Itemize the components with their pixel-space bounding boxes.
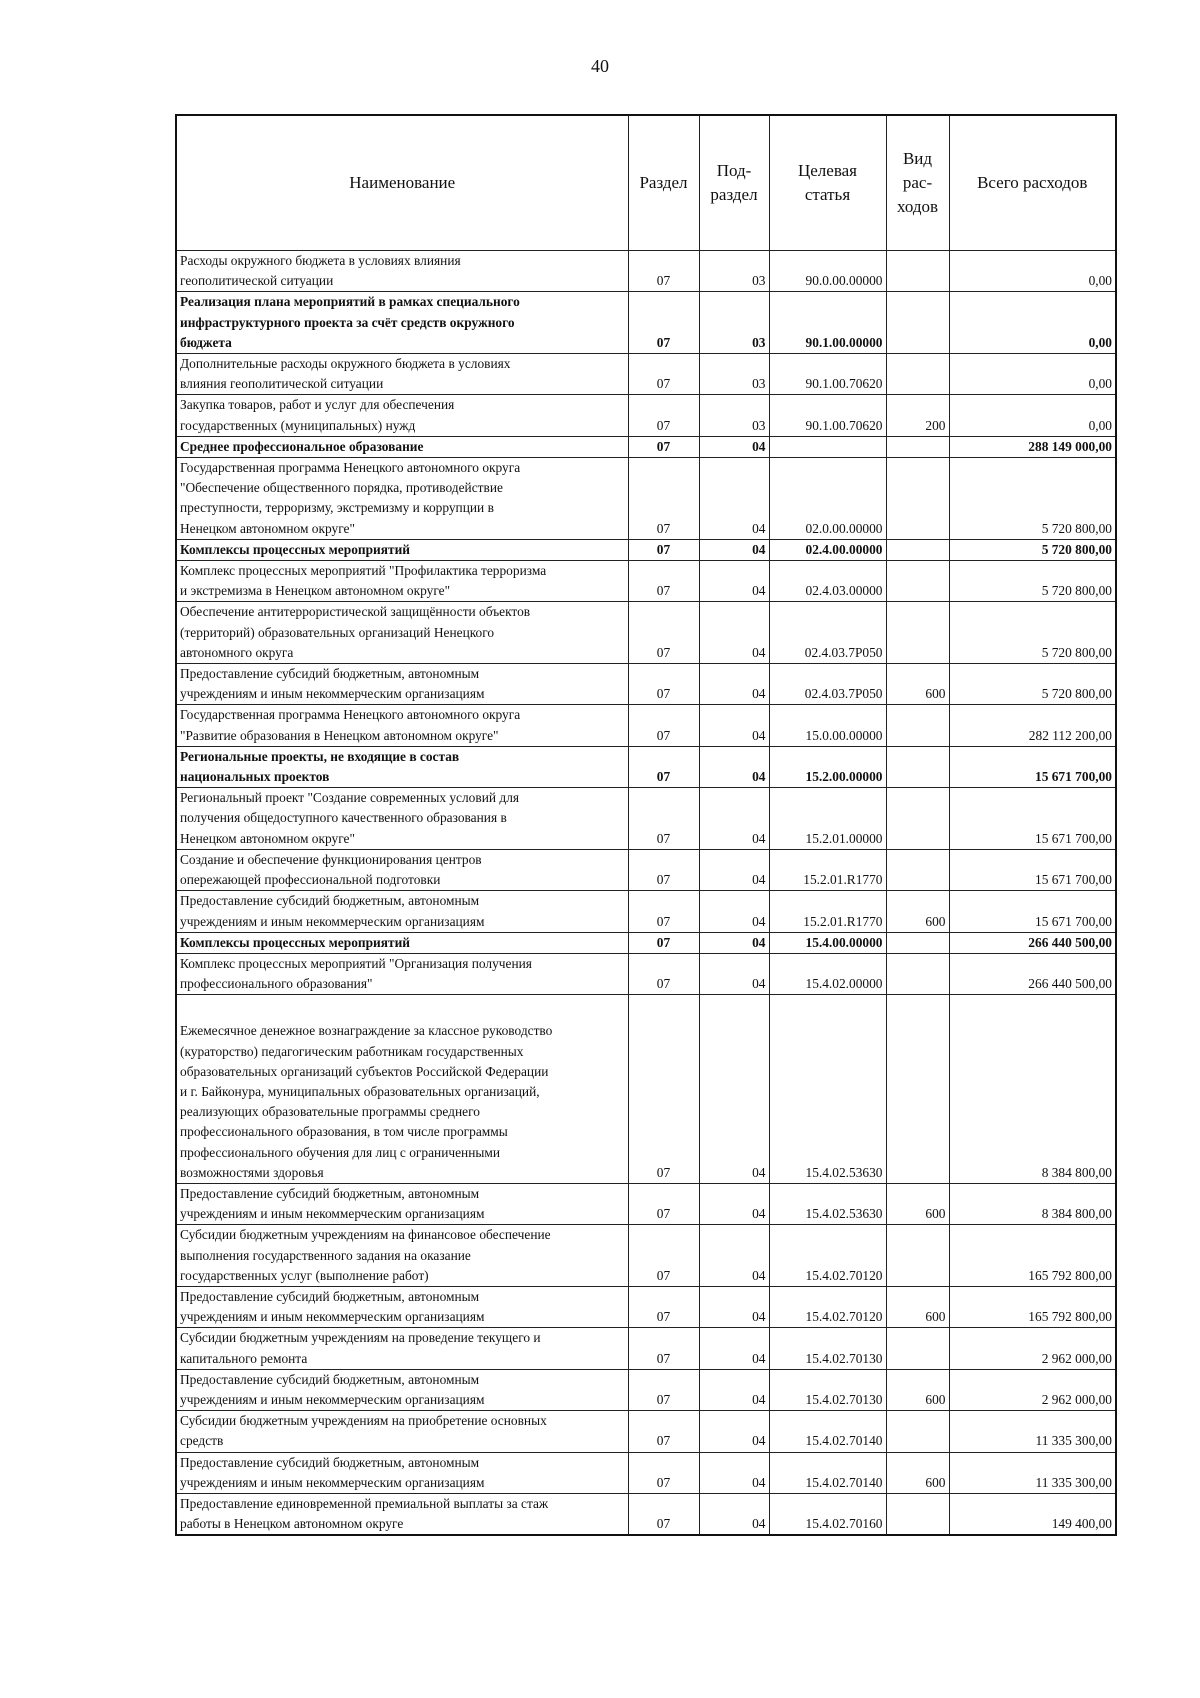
header-article: Целевая статья: [769, 115, 886, 251]
cell-article: 90.1.00.70620: [769, 354, 886, 395]
budget-table: [175, 114, 1117, 1536]
table-row: [176, 1225, 1116, 1287]
cell-name: Реализация плана мероприятий в рамках специального инфраструктурного проекта за счёт средств окружного бюджета: [176, 292, 628, 354]
cell-section: 07: [628, 932, 699, 953]
cell-article: 15.2.01.R1770: [769, 849, 886, 890]
cell-expense-kind: [886, 788, 949, 850]
cell-article: 02.0.00.00000: [769, 458, 886, 540]
cell-expense-kind: [886, 561, 949, 602]
cell-subsection: 04: [699, 664, 769, 705]
cell-subsection: 04: [699, 746, 769, 787]
cell-subsection: 04: [699, 1411, 769, 1452]
cell-article: 15.4.02.53630: [769, 995, 886, 1184]
table-row: [176, 251, 1116, 292]
cell-expense-kind: 600: [886, 1183, 949, 1224]
cell-expense-kind: 600: [886, 891, 949, 932]
cell-subsection: 04: [699, 561, 769, 602]
cell-subsection: 04: [699, 891, 769, 932]
cell-section: 07: [628, 1225, 699, 1287]
cell-section: 07: [628, 1493, 699, 1535]
cell-total: 0,00: [949, 292, 1116, 354]
cell-article: 90.0.00.00000: [769, 251, 886, 292]
cell-article: 02.4.03.7Р050: [769, 664, 886, 705]
cell-section: 07: [628, 436, 699, 457]
cell-subsection: 03: [699, 354, 769, 395]
cell-expense-kind: [886, 458, 949, 540]
cell-subsection: 04: [699, 1369, 769, 1410]
cell-expense-kind: [886, 1493, 949, 1535]
table-header: [176, 115, 1116, 251]
cell-expense-kind: [886, 292, 949, 354]
cell-expense-kind: [886, 995, 949, 1184]
cell-subsection: 04: [699, 788, 769, 850]
cell-section: 07: [628, 849, 699, 890]
cell-name: Государственная программа Ненецкого автономного округа "Обеспечение общественного порядка, противодействие преступности, терроризму, экстремизму и коррупции в Ненецком автономном округе": [176, 458, 628, 540]
cell-total: 282 112 200,00: [949, 705, 1116, 746]
cell-expense-kind: [886, 1411, 949, 1452]
cell-subsection: 04: [699, 1493, 769, 1535]
cell-total: 0,00: [949, 251, 1116, 292]
cell-total: 15 671 700,00: [949, 849, 1116, 890]
cell-expense-kind: 600: [886, 664, 949, 705]
cell-total: 11 335 300,00: [949, 1452, 1116, 1493]
cell-total: 5 720 800,00: [949, 561, 1116, 602]
cell-section: 07: [628, 539, 699, 560]
cell-total: 8 384 800,00: [949, 995, 1116, 1184]
cell-article: [769, 436, 886, 457]
cell-expense-kind: 600: [886, 1452, 949, 1493]
page-number: 40: [591, 56, 609, 76]
cell-total: 288 149 000,00: [949, 436, 1116, 457]
cell-name: Дополнительные расходы окружного бюджета в условиях влияния геополитической ситуации: [176, 354, 628, 395]
table-row: [176, 1369, 1116, 1410]
cell-expense-kind: [886, 602, 949, 664]
cell-name: Ежемесячное денежное вознаграждение за классное руководство (кураторство) педагогическим работникам государственных образовательных организаций субъектов Российской Федерации и г. Байконура, муниципальных образовательных организаций, реализующих образовательные программы среднего профессионального образования, в том числе программы профессионального обучения для лиц с ограниченными возможностями здоровья: [176, 995, 628, 1184]
cell-subsection: 04: [699, 458, 769, 540]
cell-section: 07: [628, 788, 699, 850]
cell-section: 07: [628, 995, 699, 1184]
cell-subsection: 03: [699, 251, 769, 292]
table-row: [176, 932, 1116, 953]
cell-total: 149 400,00: [949, 1493, 1116, 1535]
header-subsection: Под- раздел: [699, 115, 769, 251]
cell-section: 07: [628, 602, 699, 664]
cell-total: 15 671 700,00: [949, 788, 1116, 850]
cell-subsection: 04: [699, 602, 769, 664]
cell-name: Предоставление субсидий бюджетным, автономным учреждениям и иным некоммерческим организациям: [176, 1286, 628, 1327]
cell-article: 15.2.00.00000: [769, 746, 886, 787]
cell-subsection: 04: [699, 539, 769, 560]
cell-article: 15.2.01.00000: [769, 788, 886, 850]
cell-name: Субсидии бюджетным учреждениям на финансовое обеспечение выполнения государственного задания на оказание государственных услуг (выполнение работ): [176, 1225, 628, 1287]
cell-expense-kind: [886, 932, 949, 953]
cell-total: 8 384 800,00: [949, 1183, 1116, 1224]
cell-section: 07: [628, 1369, 699, 1410]
cell-name: Расходы окружного бюджета в условиях влияния геополитической ситуации: [176, 251, 628, 292]
cell-name: Создание и обеспечение функционирования центров опережающей профессиональной подготовки: [176, 849, 628, 890]
cell-section: 07: [628, 395, 699, 436]
cell-section: 07: [628, 746, 699, 787]
cell-total: 15 671 700,00: [949, 891, 1116, 932]
table-row: [176, 953, 1116, 994]
cell-name: Комплекс процессных мероприятий "Организация получения профессионального образования": [176, 953, 628, 994]
cell-article: 15.2.01.R1770: [769, 891, 886, 932]
cell-subsection: 04: [699, 953, 769, 994]
table-row: [176, 1286, 1116, 1327]
table-row: [176, 746, 1116, 787]
cell-section: 07: [628, 664, 699, 705]
cell-subsection: 04: [699, 849, 769, 890]
cell-name: Предоставление субсидий бюджетным, автономным учреждениям и иным некоммерческим организациям: [176, 1183, 628, 1224]
table-body: [176, 251, 1116, 1536]
header-expense-kind: Вид рас- ходов: [886, 115, 949, 251]
table-row: [176, 539, 1116, 560]
table-row: [176, 891, 1116, 932]
cell-expense-kind: 600: [886, 1286, 949, 1327]
cell-section: 07: [628, 1286, 699, 1327]
table-row: [176, 1183, 1116, 1224]
cell-name: Комплексы процессных мероприятий: [176, 932, 628, 953]
cell-name: Комплексы процессных мероприятий: [176, 539, 628, 560]
cell-total: 15 671 700,00: [949, 746, 1116, 787]
cell-total: 0,00: [949, 395, 1116, 436]
table-row: [176, 1493, 1116, 1535]
cell-name: Предоставление единовременной премиальной выплаты за стаж работы в Ненецком автономном округе: [176, 1493, 628, 1535]
cell-article: 02.4.03.7Р050: [769, 602, 886, 664]
cell-article: 15.4.02.00000: [769, 953, 886, 994]
cell-expense-kind: [886, 539, 949, 560]
table-row: [176, 1452, 1116, 1493]
cell-expense-kind: [886, 849, 949, 890]
cell-expense-kind: 200: [886, 395, 949, 436]
table-row: [176, 602, 1116, 664]
cell-name: Среднее профессиональное образование: [176, 436, 628, 457]
cell-section: 07: [628, 292, 699, 354]
cell-name: Государственная программа Ненецкого автономного округа "Развитие образования в Ненецком автономном округе": [176, 705, 628, 746]
table-row: [176, 436, 1116, 457]
table-row: [176, 395, 1116, 436]
cell-total: 266 440 500,00: [949, 932, 1116, 953]
cell-total: 5 720 800,00: [949, 539, 1116, 560]
cell-section: 07: [628, 1183, 699, 1224]
cell-total: 266 440 500,00: [949, 953, 1116, 994]
cell-total: 5 720 800,00: [949, 664, 1116, 705]
cell-article: 15.4.02.70160: [769, 1493, 886, 1535]
cell-expense-kind: 600: [886, 1369, 949, 1410]
cell-total: 2 962 000,00: [949, 1328, 1116, 1369]
cell-name: Региональные проекты, не входящие в состав национальных проектов: [176, 746, 628, 787]
cell-section: 07: [628, 561, 699, 602]
cell-total: 165 792 800,00: [949, 1286, 1116, 1327]
cell-subsection: 04: [699, 995, 769, 1184]
cell-article: 15.4.00.00000: [769, 932, 886, 953]
cell-expense-kind: [886, 746, 949, 787]
cell-section: 07: [628, 1328, 699, 1369]
cell-section: 07: [628, 1452, 699, 1493]
table-row: [176, 849, 1116, 890]
cell-subsection: 03: [699, 292, 769, 354]
cell-expense-kind: [886, 1328, 949, 1369]
cell-subsection: 04: [699, 1328, 769, 1369]
cell-section: 07: [628, 705, 699, 746]
cell-article: 02.4.00.00000: [769, 539, 886, 560]
cell-article: 15.4.02.70120: [769, 1225, 886, 1287]
cell-name: Обеспечение антитеррористической защищённости объектов (территорий) образовательных организаций Ненецкого автономного округа: [176, 602, 628, 664]
table-row: [176, 292, 1116, 354]
cell-expense-kind: [886, 354, 949, 395]
cell-subsection: 04: [699, 1452, 769, 1493]
cell-expense-kind: [886, 953, 949, 994]
cell-section: 07: [628, 251, 699, 292]
cell-name: Комплекс процессных мероприятий "Профилактика терроризма и экстремизма в Ненецком автономном округе": [176, 561, 628, 602]
cell-name: Предоставление субсидий бюджетным, автономным учреждениям и иным некоммерческим организациям: [176, 1369, 628, 1410]
cell-name: Субсидии бюджетным учреждениям на проведение текущего и капитального ремонта: [176, 1328, 628, 1369]
cell-expense-kind: [886, 705, 949, 746]
cell-total: 5 720 800,00: [949, 602, 1116, 664]
table-row: [176, 995, 1116, 1184]
cell-total: 0,00: [949, 354, 1116, 395]
cell-subsection: 04: [699, 932, 769, 953]
cell-article: 15.0.00.00000: [769, 705, 886, 746]
header-name: Наименование: [176, 115, 628, 251]
cell-name: Предоставление субсидий бюджетным, автономным учреждениям и иным некоммерческим организациям: [176, 891, 628, 932]
cell-expense-kind: [886, 436, 949, 457]
cell-subsection: 03: [699, 395, 769, 436]
cell-article: 15.4.02.70120: [769, 1286, 886, 1327]
cell-expense-kind: [886, 251, 949, 292]
cell-total: 165 792 800,00: [949, 1225, 1116, 1287]
cell-name: Региональный проект "Создание современных условий для получения общедоступного качественного образования в Ненецком автономном округе": [176, 788, 628, 850]
cell-article: 02.4.03.00000: [769, 561, 886, 602]
table-row: [176, 561, 1116, 602]
header-section: Раздел: [628, 115, 699, 251]
cell-name: Закупка товаров, работ и услуг для обеспечения государственных (муниципальных) нужд: [176, 395, 628, 436]
cell-article: 15.4.02.70130: [769, 1369, 886, 1410]
cell-article: 90.1.00.00000: [769, 292, 886, 354]
cell-total: 11 335 300,00: [949, 1411, 1116, 1452]
cell-article: 15.4.02.70130: [769, 1328, 886, 1369]
cell-subsection: 04: [699, 1286, 769, 1327]
cell-name: Предоставление субсидий бюджетным, автономным учреждениям и иным некоммерческим организациям: [176, 664, 628, 705]
cell-article: 15.4.02.70140: [769, 1411, 886, 1452]
cell-section: 07: [628, 354, 699, 395]
cell-name: Субсидии бюджетным учреждениям на приобретение основных средств: [176, 1411, 628, 1452]
table-row: [176, 705, 1116, 746]
table-row: [176, 458, 1116, 540]
cell-total: 5 720 800,00: [949, 458, 1116, 540]
cell-subsection: 04: [699, 1225, 769, 1287]
cell-subsection: 04: [699, 436, 769, 457]
cell-section: 07: [628, 953, 699, 994]
table-row: [176, 664, 1116, 705]
cell-expense-kind: [886, 1225, 949, 1287]
cell-subsection: 04: [699, 1183, 769, 1224]
cell-article: 15.4.02.53630: [769, 1183, 886, 1224]
cell-article: 15.4.02.70140: [769, 1452, 886, 1493]
cell-section: 07: [628, 891, 699, 932]
table-row: [176, 1328, 1116, 1369]
cell-section: 07: [628, 1411, 699, 1452]
table-row: [176, 354, 1116, 395]
cell-subsection: 04: [699, 705, 769, 746]
table-row: [176, 788, 1116, 850]
cell-article: 90.1.00.70620: [769, 395, 886, 436]
header-total: Всего расходов: [949, 115, 1116, 251]
cell-name: Предоставление субсидий бюджетным, автономным учреждениям и иным некоммерческим организациям: [176, 1452, 628, 1493]
table-row: [176, 1411, 1116, 1452]
cell-total: 2 962 000,00: [949, 1369, 1116, 1410]
cell-section: 07: [628, 458, 699, 540]
